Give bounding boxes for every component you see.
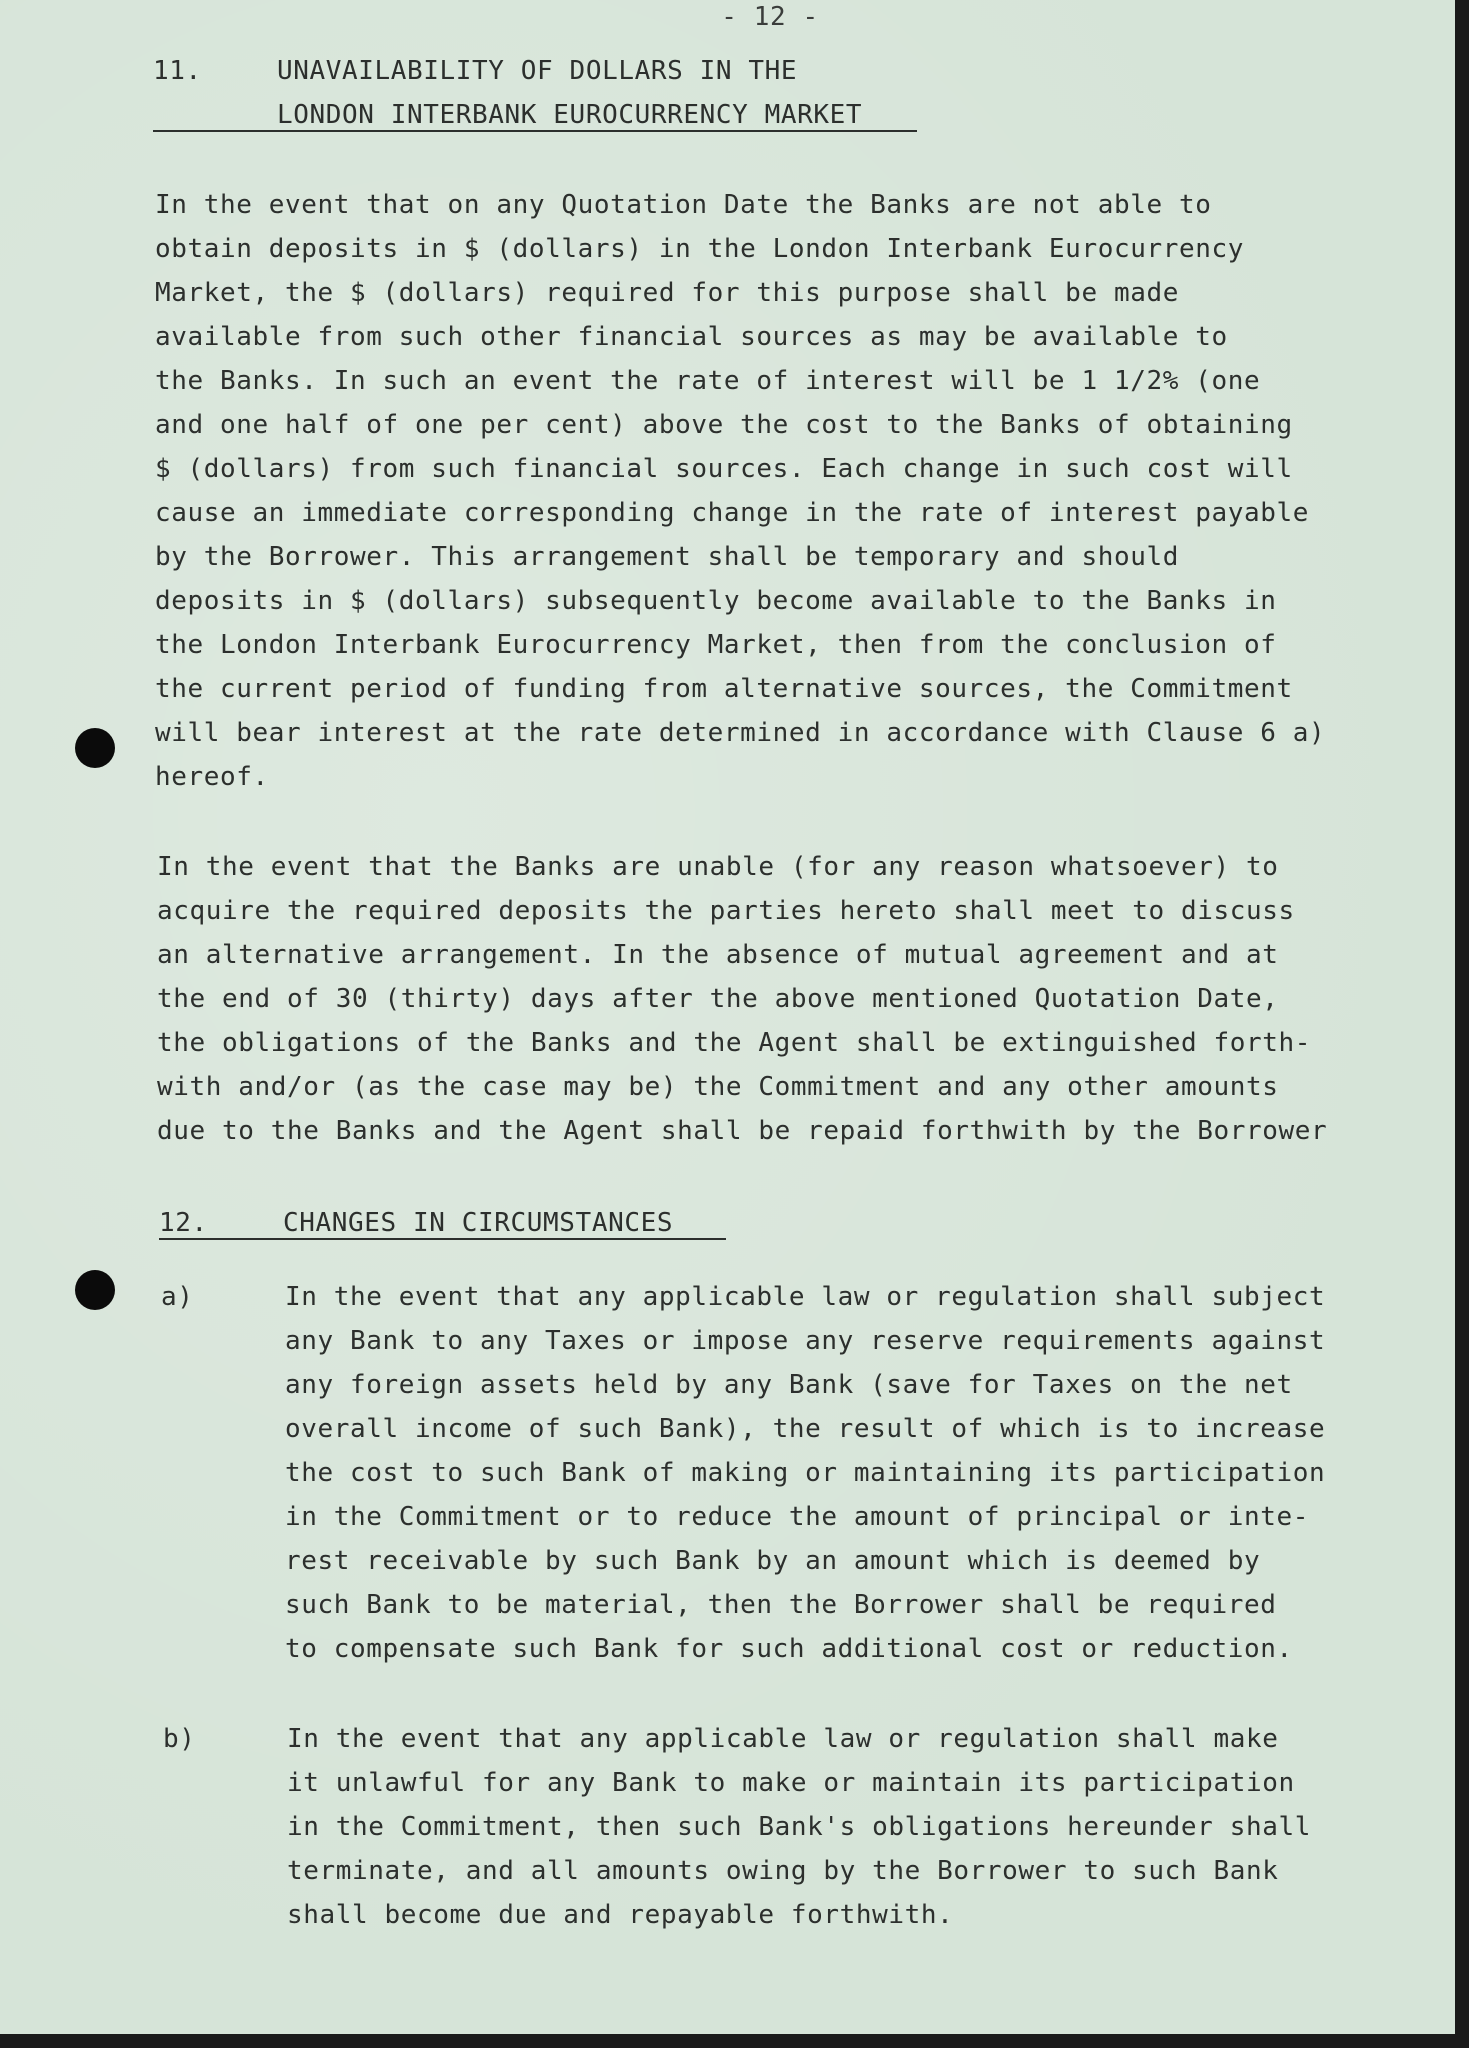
- paragraph-line: deposits in $ (dollars) subsequently become available to the Banks in: [155, 586, 1277, 616]
- paragraph-line: In the event that the Banks are unable (for any reason whatsoever) to: [157, 852, 1279, 882]
- paragraph-line: such Bank to be material, then the Borrower shall be required: [285, 1590, 1277, 1620]
- page-number: - 12 -: [721, 2, 819, 32]
- paragraph-line: the end of 30 (thirty) days after the above mentioned Quotation Date,: [157, 984, 1279, 1014]
- paragraph-line: in the Commitment, then such Bank's obligations hereunder shall: [287, 1812, 1311, 1842]
- paragraph-line: In the event that on any Quotation Date the Banks are not able to: [155, 190, 1212, 220]
- paragraph-line: terminate, and all amounts owing by the Borrower to such Bank: [287, 1856, 1279, 1886]
- paragraph-line: cause an immediate corresponding change in the rate of interest payable: [155, 498, 1309, 528]
- paragraph-line: hereof.: [155, 762, 269, 792]
- paragraph-line: it unlawful for any Bank to make or maintain its participation: [287, 1768, 1295, 1798]
- paragraph-line: obtain deposits in $ (dollars) in the London Interbank Eurocurrency: [155, 234, 1244, 264]
- paragraph-line: rest receivable by such Bank by an amount which is deemed by: [285, 1546, 1261, 1576]
- section-12-title-underline: [159, 1238, 726, 1240]
- punch-hole-bottom: [75, 1270, 115, 1310]
- section-11-title-underline: [153, 130, 917, 132]
- paragraph-line: the Banks. In such an event the rate of interest will be 1 1/2% (one: [155, 366, 1261, 396]
- paragraph-line: by the Borrower. This arrangement shall be temporary and should: [155, 542, 1179, 572]
- paragraph-line: any foreign assets held by any Bank (save for Taxes on the net: [285, 1370, 1293, 1400]
- paragraph-line: due to the Banks and the Agent shall be repaid forthwith by the Borrower: [157, 1116, 1328, 1146]
- section-11-title-line-1: UNAVAILABILITY OF DOLLARS IN THE: [277, 56, 798, 86]
- punch-hole-top: [75, 728, 115, 768]
- paragraph-line: any Bank to any Taxes or impose any reserve requirements against: [285, 1326, 1326, 1356]
- paragraph-line: and one half of one per cent) above the cost to the Banks of obtaining: [155, 410, 1293, 440]
- paragraph-line: the current period of funding from alternative sources, the Commitment: [155, 674, 1293, 704]
- paragraph-line: Market, the $ (dollars) required for this purpose shall be made: [155, 278, 1179, 308]
- paragraph-line: in the Commitment or to reduce the amount of principal or inte-: [285, 1502, 1309, 1532]
- paragraph-line: $ (dollars) from such financial sources. Each change in such cost will: [155, 454, 1293, 484]
- paragraph-line: the London Interbank Eurocurrency Market, then from the conclusion of: [155, 630, 1277, 660]
- item-a-label: a): [161, 1282, 194, 1312]
- section-11-number: 11.: [153, 56, 202, 86]
- paragraph-line: available from such other financial sources as may be available to: [155, 322, 1228, 352]
- paragraph-line: the cost to such Bank of making or maintaining its participation: [285, 1458, 1326, 1488]
- paragraph-line: In the event that any applicable law or regulation shall make: [287, 1724, 1279, 1754]
- section-11-title-line-2: LONDON INTERBANK EUROCURRENCY MARKET: [277, 100, 863, 130]
- paragraph-line: acquire the required deposits the parties hereto shall meet to discuss: [157, 896, 1295, 926]
- paragraph-line: will bear interest at the rate determined in accordance with Clause 6 a): [155, 718, 1326, 748]
- paragraph-line: with and/or (as the case may be) the Commitment and any other amounts: [157, 1072, 1279, 1102]
- section-12-title: CHANGES IN CIRCUMSTANCES: [283, 1208, 674, 1238]
- paragraph-line: shall become due and repayable forthwith.: [287, 1900, 954, 1930]
- paragraph-line: overall income of such Bank), the result of which is to increase: [285, 1414, 1326, 1444]
- paragraph-line: an alternative arrangement. In the absence of mutual agreement and at: [157, 940, 1279, 970]
- item-b-label: b): [163, 1724, 196, 1754]
- paragraph-line: the obligations of the Banks and the Agent shall be extinguished forth-: [157, 1028, 1311, 1058]
- paragraph-line: In the event that any applicable law or regulation shall subject: [285, 1282, 1326, 1312]
- section-12-number: 12.: [159, 1208, 208, 1238]
- paragraph-line: to compensate such Bank for such additional cost or reduction.: [285, 1634, 1293, 1664]
